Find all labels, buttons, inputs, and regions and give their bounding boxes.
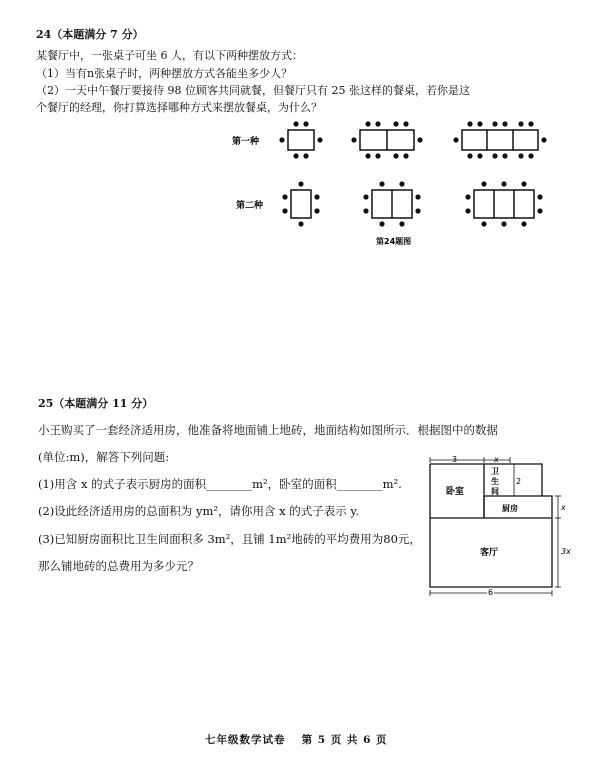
row2-label: 第二种 xyxy=(236,201,264,211)
q24-text-line: （1）当有n张桌子时，两种摆放方式各能坐多少人？ xyxy=(36,67,293,80)
q25-text-line: (1)用含 x 的式子表示厨房的面积________m²，卧室的面积________m². xyxy=(38,477,402,491)
figure-caption: 第24题图 xyxy=(376,237,412,246)
room-living: 客厅 xyxy=(480,548,499,558)
table-3 xyxy=(462,130,538,150)
room-bathroom-2: 生 xyxy=(491,477,499,486)
room-bathroom-1: 卫 xyxy=(491,467,499,476)
dim-6: 6 xyxy=(488,588,494,597)
dim-x-top: x xyxy=(494,455,499,464)
room-bathroom-3: 间 xyxy=(491,487,499,496)
q25-text-line: 那么铺地砖的总费用为多少元？ xyxy=(38,559,199,573)
room-bedroom: 卧室 xyxy=(446,487,465,497)
q25-text-line: (2)设此经济适用房的总面积为 ym²，请你用含 x 的式子表示 y. xyxy=(38,504,360,518)
room-kitchen: 厨房 xyxy=(502,504,518,513)
q25-text-line: (单位:m)，解答下列问题: xyxy=(38,450,170,464)
seat-dots xyxy=(279,121,546,226)
page-footer: 七年级数学试卷 第 5 页 共 6 页 xyxy=(205,734,388,746)
dim-2: 2 xyxy=(516,477,522,486)
row1-label: 第一种 xyxy=(232,137,260,147)
table-6 xyxy=(474,190,534,218)
q25-text-line: (3)已知厨房面积比卫生间面积多 3m²，且铺 1m²地砖的平均费用为80元， xyxy=(38,532,421,546)
table-1 xyxy=(288,130,314,150)
table-4 xyxy=(291,190,311,218)
q25-title: 25（本题满分 11 分） xyxy=(38,397,154,410)
q24-text-line: （2）一天中午餐厅要接待 98 位顾客共同就餐，但餐厅只有 25 张这样的餐桌，若你是这 xyxy=(36,84,470,97)
q24-table-figure xyxy=(230,110,560,250)
dim-x-right: x xyxy=(561,503,566,512)
dim-3: 3 xyxy=(452,455,458,464)
q24-title: 24（本题满分 7 分） xyxy=(36,28,144,41)
dim-3x: 3x xyxy=(561,547,571,556)
floor-plan xyxy=(418,452,578,602)
q25-text-line: 小王购买了一套经济适用房，他准备将地面铺上地砖，地面结构如图所示．根据图中的数据 xyxy=(38,423,498,437)
q24-text-line: 个餐厅的经理，你打算选择哪种方式来摆放餐桌，为什么？ xyxy=(36,101,322,114)
q24-text-line: 某餐厅中，一张桌子可坐 6 人，有以下两种摆放方式： xyxy=(36,49,303,62)
